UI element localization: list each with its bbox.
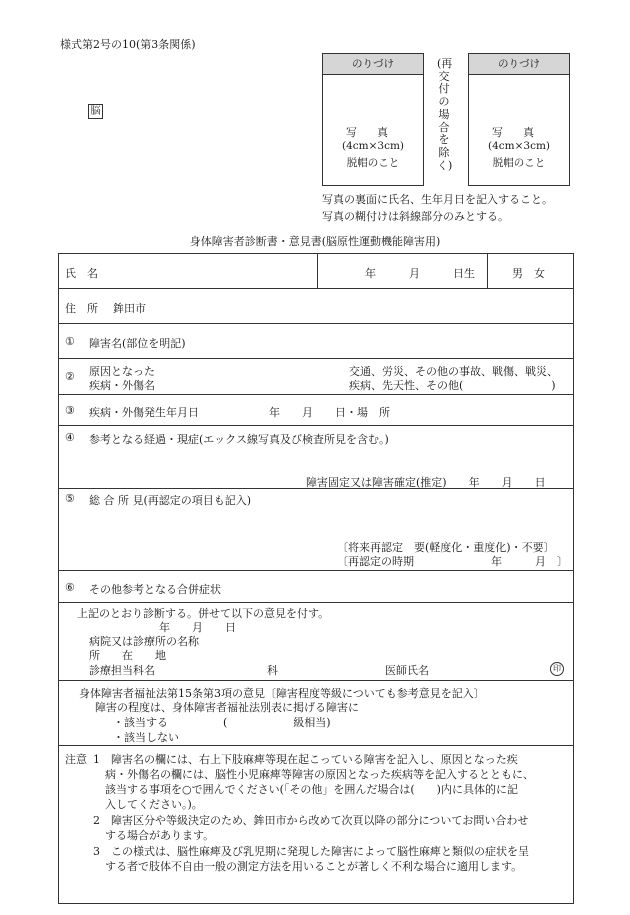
onset-date-place: 年 月 日・場 所 <box>269 406 390 419</box>
row-disability[interactable] <box>59 324 573 359</box>
row-name[interactable] <box>59 254 573 289</box>
disability-fixed-date: 障害固定又は障害確定(推定) 年 月 日 <box>306 476 546 489</box>
photo-note-back: 写真の裏面に氏名、生年月日を記入すること。 <box>322 193 553 206</box>
photo-box-right <box>468 53 570 186</box>
disability-num: ① <box>65 335 75 348</box>
row-history[interactable] <box>59 426 573 489</box>
row-overall-findings[interactable] <box>59 489 573 571</box>
overall-label: 総 合 所 見(再認定の項目も記入) <box>89 494 252 507</box>
onset-num: ③ <box>65 404 75 417</box>
glue-label: のりづけ <box>469 54 569 75</box>
photo-note-glue: 写真の糊付けは斜線部分のみとする。 <box>322 210 509 223</box>
cause-label-1: 原因となった <box>89 365 155 378</box>
opinion-applicable[interactable]: ・該当する ( 級相当) <box>113 716 331 729</box>
photo-title: 写真 <box>492 126 554 139</box>
address-city: 鉾田市 <box>113 302 146 315</box>
row-opinion[interactable] <box>59 681 573 746</box>
opinion-not-applicable[interactable]: ・該当しない <box>113 731 179 744</box>
note-2-line-1: 2 障害区分や等級決定のため、鉾田市から改めて次頁以降の部分についてお問い合わせ <box>93 814 529 827</box>
birth-date: 年 月 日生 <box>365 267 475 280</box>
location-label: 所 在 地 <box>89 649 166 662</box>
doctor-name-label: 医師氏名 <box>385 664 429 677</box>
recertification-timing: 〔再認定の時期 年 月 〕 <box>337 555 568 568</box>
glue-label: のりづけ <box>323 54 423 75</box>
photo-size: (4cm×3cm) <box>341 140 405 152</box>
row-certification <box>59 603 573 681</box>
disability-label: 障害名(部位を明記) <box>89 337 186 350</box>
form-title: 身体障害者診断書・意見書(脳原性運動機能障害用) <box>189 235 441 248</box>
form-number: 様式第2号の10(第3条関係) <box>60 38 196 51</box>
cause-num: ② <box>65 370 75 383</box>
note-1-line-3: 該当する事項を○で囲んでください(「その他」を囲んだ場合は( )内に具体的に記 <box>105 783 518 796</box>
row-address[interactable] <box>59 289 573 324</box>
brain-mark: 脳 <box>88 104 103 119</box>
notes-label: 注意 <box>65 753 87 766</box>
photo-hat-note: 脱帽のこと <box>346 157 400 169</box>
cause-label-2: 疾病・外傷名 <box>89 379 155 392</box>
address-label: 住 所 <box>65 302 98 315</box>
seal-mark: 印 <box>550 662 564 676</box>
department-label: 診療担当科名 <box>89 664 155 677</box>
certify-statement: 上記のとおり診断する。併せて以下の意見を付す。 <box>77 607 330 620</box>
photo-title: 写真 <box>346 126 408 139</box>
note-1-line-2: 病・外傷名の欄には、脳性小児麻痺等障害の原因となった疾病等を記入するとともに、 <box>105 768 534 781</box>
onset-label: 疾病・外傷発生年月日 <box>89 406 199 419</box>
opinion-heading: 身体障害者福祉法第15条第3項の意見〔障害程度等級についても参考意見を記入〕 <box>79 687 485 700</box>
history-label: 参考となる経過・現症(エックス線写真及び検査所見を含む。) <box>89 433 389 446</box>
row-cause[interactable] <box>59 359 573 395</box>
photo-size: (4cm×3cm) <box>487 140 551 152</box>
row-onset[interactable] <box>59 395 573 426</box>
reissue-note: (再交付の場合を除く) <box>437 57 453 172</box>
note-3-line-2: する者で肢体不自由一般の測定方法を用いることが著しく不利な場合に適用します。 <box>105 860 523 873</box>
cause-options-1[interactable]: 交通、労災、その他の事故、戦傷、戦災、 <box>349 365 558 378</box>
row-notes <box>59 746 573 903</box>
other-num: ⑥ <box>65 581 75 594</box>
note-3-line-1: 3 この様式は、脳性麻痺及び乳児期に発現した障害によって脳性麻痺と類似の症状を呈 <box>93 845 529 858</box>
note-1-line-1: 1 障害名の欄には、右上下肢麻痺等現在起こっている障害を記入し、原因となった疾 <box>93 753 518 766</box>
future-recertification[interactable]: 〔将来再認定 要(軽度化・重度化)・不要〕 <box>337 541 555 554</box>
photo-hat-note: 脱帽のこと <box>492 157 546 169</box>
overall-num: ⑤ <box>65 492 75 505</box>
hospital-name-label: 病院又は診療所の名称 <box>89 635 199 648</box>
name-label: 氏 名 <box>65 267 98 280</box>
note-1-line-4: 入してください。)。 <box>105 798 203 811</box>
certify-date: 年 月 日 <box>159 621 236 634</box>
note-2-line-2: する場合があります。 <box>105 829 215 842</box>
diagnosis-form <box>58 253 574 904</box>
photo-box-left <box>322 53 424 186</box>
sex-options[interactable]: 男 女 <box>512 267 545 280</box>
row-other-symptoms[interactable] <box>59 571 573 603</box>
department-suffix: 科 <box>267 664 278 677</box>
other-label: その他参考となる合併症状 <box>89 583 221 596</box>
cause-options-2[interactable]: 疾病、先天性、その他( ) <box>349 379 556 392</box>
opinion-sub: 障害の程度は、身体障害者福祉法別表に掲げる障害に <box>95 701 359 714</box>
history-num: ④ <box>65 431 75 444</box>
